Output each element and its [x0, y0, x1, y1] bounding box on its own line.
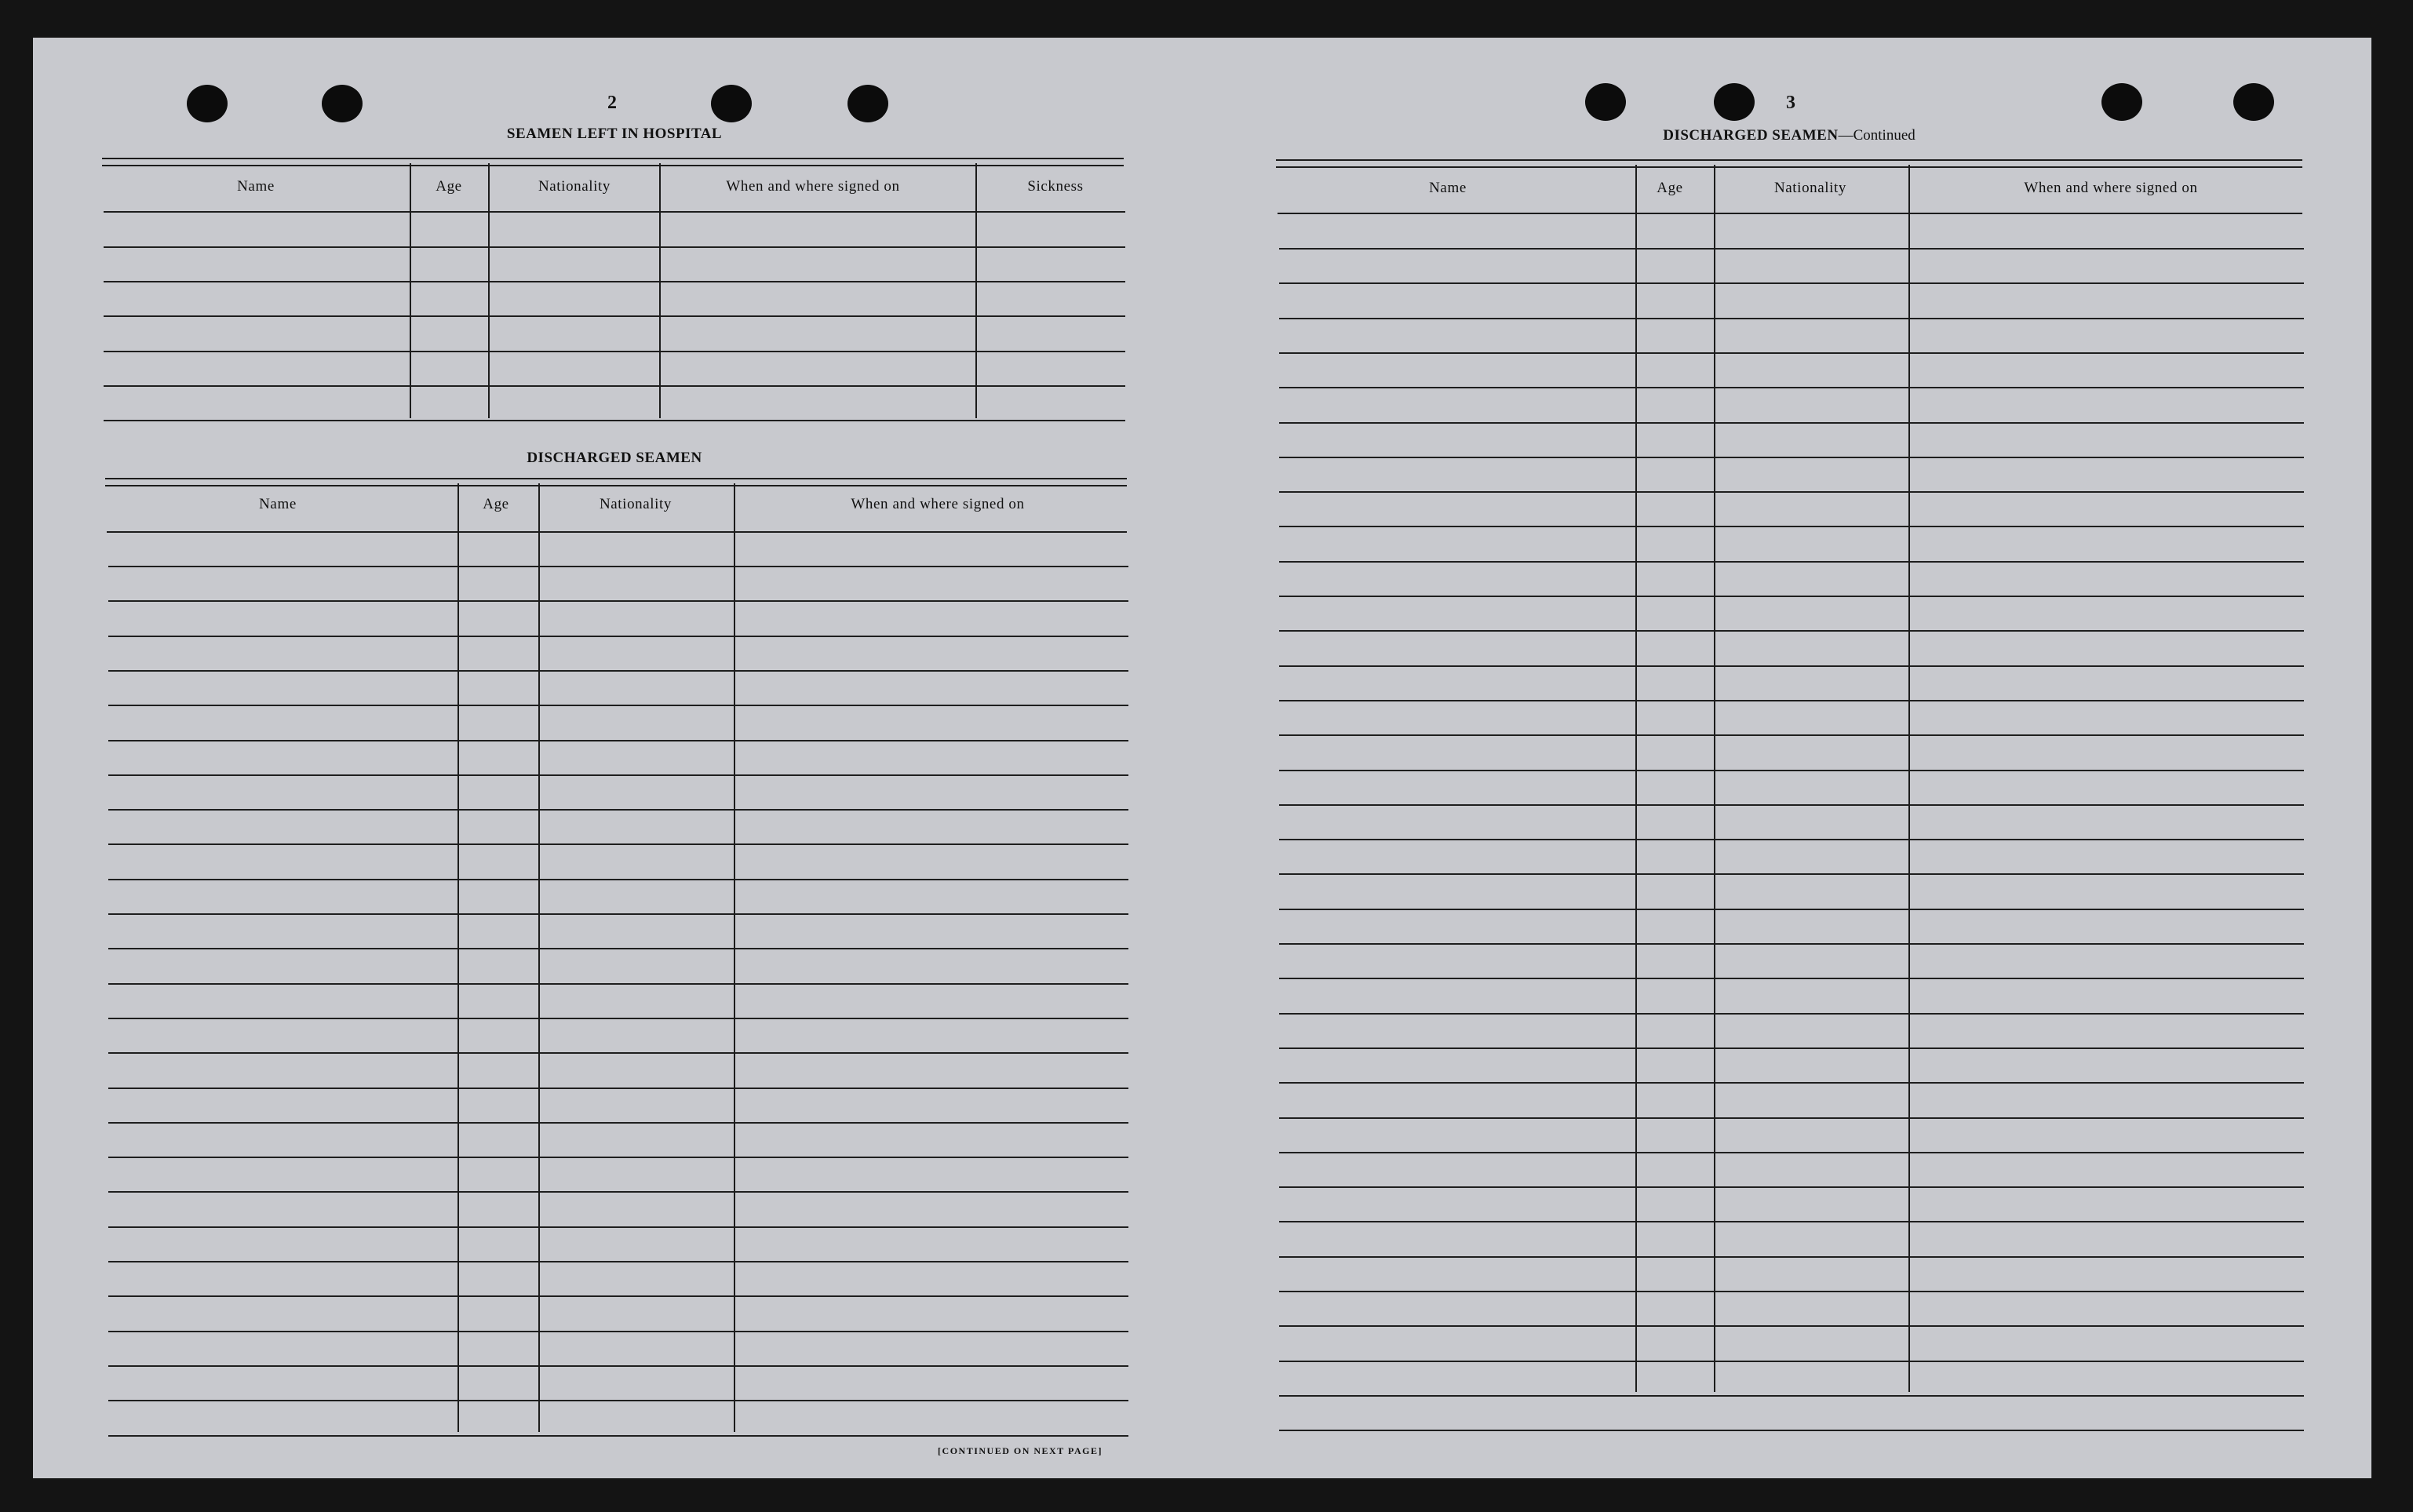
- table-row-rule: [1279, 387, 2304, 388]
- table-row-rule: [108, 566, 1128, 567]
- table-row-rule: [108, 843, 1128, 845]
- binder-hole: [2101, 83, 2142, 121]
- table-row-rule: [1279, 1152, 2304, 1153]
- table-row-rule: [108, 879, 1128, 880]
- discharged-col-divider: [457, 483, 459, 1432]
- discharged-col-divider: [734, 483, 735, 1432]
- table-row-rule: [1279, 491, 2304, 493]
- table-row-rule: [108, 1052, 1128, 1054]
- table-row-rule: [108, 948, 1128, 949]
- table-row-rule: [1279, 909, 2304, 910]
- table-row-rule: [1279, 457, 2304, 458]
- table-row-rule: [108, 1331, 1128, 1332]
- table-row-rule: [1279, 282, 2304, 284]
- continued-table-top-rule: [1276, 159, 2302, 168]
- table-row-rule: [108, 1435, 1128, 1437]
- discharged-col-signed-on: When and where signed on: [851, 496, 1025, 512]
- table-row-rule: [1279, 1325, 2304, 1327]
- table-row-rule: [1279, 318, 2304, 319]
- continued-col-signed-on: When and where signed on: [2024, 180, 2198, 196]
- hospital-col-divider: [975, 163, 977, 418]
- table-row-rule: [108, 1261, 1128, 1262]
- page-number-left: 2: [607, 93, 617, 113]
- table-row-rule: [108, 983, 1128, 985]
- table-row-rule: [1279, 422, 2304, 424]
- table-row-rule: [108, 600, 1128, 602]
- page-number-right: 3: [1786, 93, 1795, 113]
- table-row-rule: [104, 385, 1125, 387]
- hospital-col-sickness: Sickness: [1027, 178, 1084, 195]
- table-row-rule: [104, 246, 1125, 248]
- discharged-table-top-rule: [105, 478, 1127, 486]
- binder-hole: [322, 85, 363, 122]
- hospital-col-divider: [410, 163, 411, 418]
- table-row-rule: [108, 636, 1128, 637]
- hospital-col-signed-on: When and where signed on: [726, 178, 900, 195]
- hospital-col-name: Name: [237, 178, 275, 195]
- hospital-table-top-rule: [102, 158, 1124, 166]
- table-row-rule: [1279, 1117, 2304, 1119]
- hospital-col-divider: [659, 163, 661, 418]
- binder-hole: [1585, 83, 1626, 121]
- table-row-rule: [1279, 1361, 2304, 1362]
- discharged-col-nationality: Nationality: [599, 496, 673, 512]
- table-row-rule: [1279, 596, 2304, 597]
- binder-hole: [187, 85, 228, 122]
- table-row-rule: [108, 670, 1128, 672]
- table-row-rule: [108, 1400, 1128, 1401]
- continued-col-age: Age: [1657, 180, 1683, 196]
- table-row-rule: [1279, 1047, 2304, 1049]
- continued-col-divider: [1635, 165, 1637, 1392]
- discharged-col-age: Age: [483, 496, 509, 512]
- table-row-rule: [108, 1157, 1128, 1158]
- binder-hole: [847, 85, 888, 122]
- table-row-rule: [1279, 1186, 2304, 1188]
- hospital-col-divider: [488, 163, 490, 418]
- table-row-rule: [1279, 630, 2304, 632]
- table-row-rule: [104, 315, 1125, 317]
- continued-col-nationality: Nationality: [1773, 180, 1847, 196]
- table-row-rule: [1279, 1291, 2304, 1292]
- table-row-rule: [1279, 665, 2304, 667]
- table-row-rule: [1279, 1430, 2304, 1431]
- table-row-rule: [1279, 1221, 2304, 1222]
- table-row-rule: [108, 1122, 1128, 1124]
- hospital-col-nationality: Nationality: [538, 178, 611, 195]
- table-row-rule: [1279, 1256, 2304, 1258]
- table-row-rule: [108, 1295, 1128, 1297]
- table-row-rule: [108, 1226, 1128, 1228]
- table-row-rule: [108, 774, 1128, 776]
- table-row-rule: [1279, 700, 2304, 701]
- table-row-rule: [108, 740, 1128, 741]
- table-row-rule: [1279, 248, 2304, 250]
- table-row-rule: [1279, 352, 2304, 354]
- continued-footer: [CONTINUED ON NEXT PAGE]: [938, 1445, 1103, 1456]
- continued-col-divider: [1714, 165, 1715, 1392]
- table-row-rule: [1279, 734, 2304, 736]
- table-row-rule: [108, 809, 1128, 811]
- continued-header-rule: [1278, 213, 2302, 214]
- table-row-rule: [1279, 1013, 2304, 1015]
- continued-col-name: Name: [1429, 180, 1467, 196]
- hospital-col-age: Age: [436, 178, 462, 195]
- table-row-rule: [1279, 1082, 2304, 1084]
- discharged-continued-title: [1663, 127, 1915, 144]
- table-row-rule: [108, 1018, 1128, 1019]
- table-row-rule: [1279, 770, 2304, 771]
- table-row-rule: [108, 913, 1128, 915]
- binder-hole: [1714, 83, 1755, 121]
- discharged-header-rule: [107, 531, 1127, 533]
- table-row-rule: [1279, 526, 2304, 527]
- table-row-rule: [1279, 561, 2304, 563]
- discharged-col-divider: [538, 483, 540, 1432]
- table-row-rule: [108, 705, 1128, 706]
- table-row-rule: [104, 281, 1125, 282]
- discharged-continued-suffix: —Continued: [1838, 127, 1915, 144]
- discharged-col-name: Name: [259, 496, 297, 512]
- table-row-rule: [108, 1088, 1128, 1089]
- table-row-rule: [1279, 839, 2304, 840]
- binder-hole: [711, 85, 752, 122]
- hospital-header-rule: [104, 211, 1125, 213]
- table-row-rule: [1279, 943, 2304, 945]
- table-row-rule: [108, 1365, 1128, 1367]
- discharged-continued-title-main: DISCHARGED SEAMEN: [1663, 127, 1839, 144]
- table-row-rule: [108, 1191, 1128, 1193]
- table-row-rule: [1279, 873, 2304, 875]
- table-row-rule: [104, 420, 1125, 421]
- table-row-rule: [1279, 1395, 2304, 1397]
- table-row-rule: [1279, 804, 2304, 806]
- table-row-rule: [1279, 978, 2304, 979]
- continued-col-divider: [1908, 165, 1910, 1392]
- table-row-rule: [104, 351, 1125, 352]
- discharged-section-title: DISCHARGED SEAMEN: [527, 450, 702, 466]
- binder-hole: [2233, 83, 2274, 121]
- hospital-section-title: SEAMEN LEFT IN HOSPITAL: [506, 126, 723, 142]
